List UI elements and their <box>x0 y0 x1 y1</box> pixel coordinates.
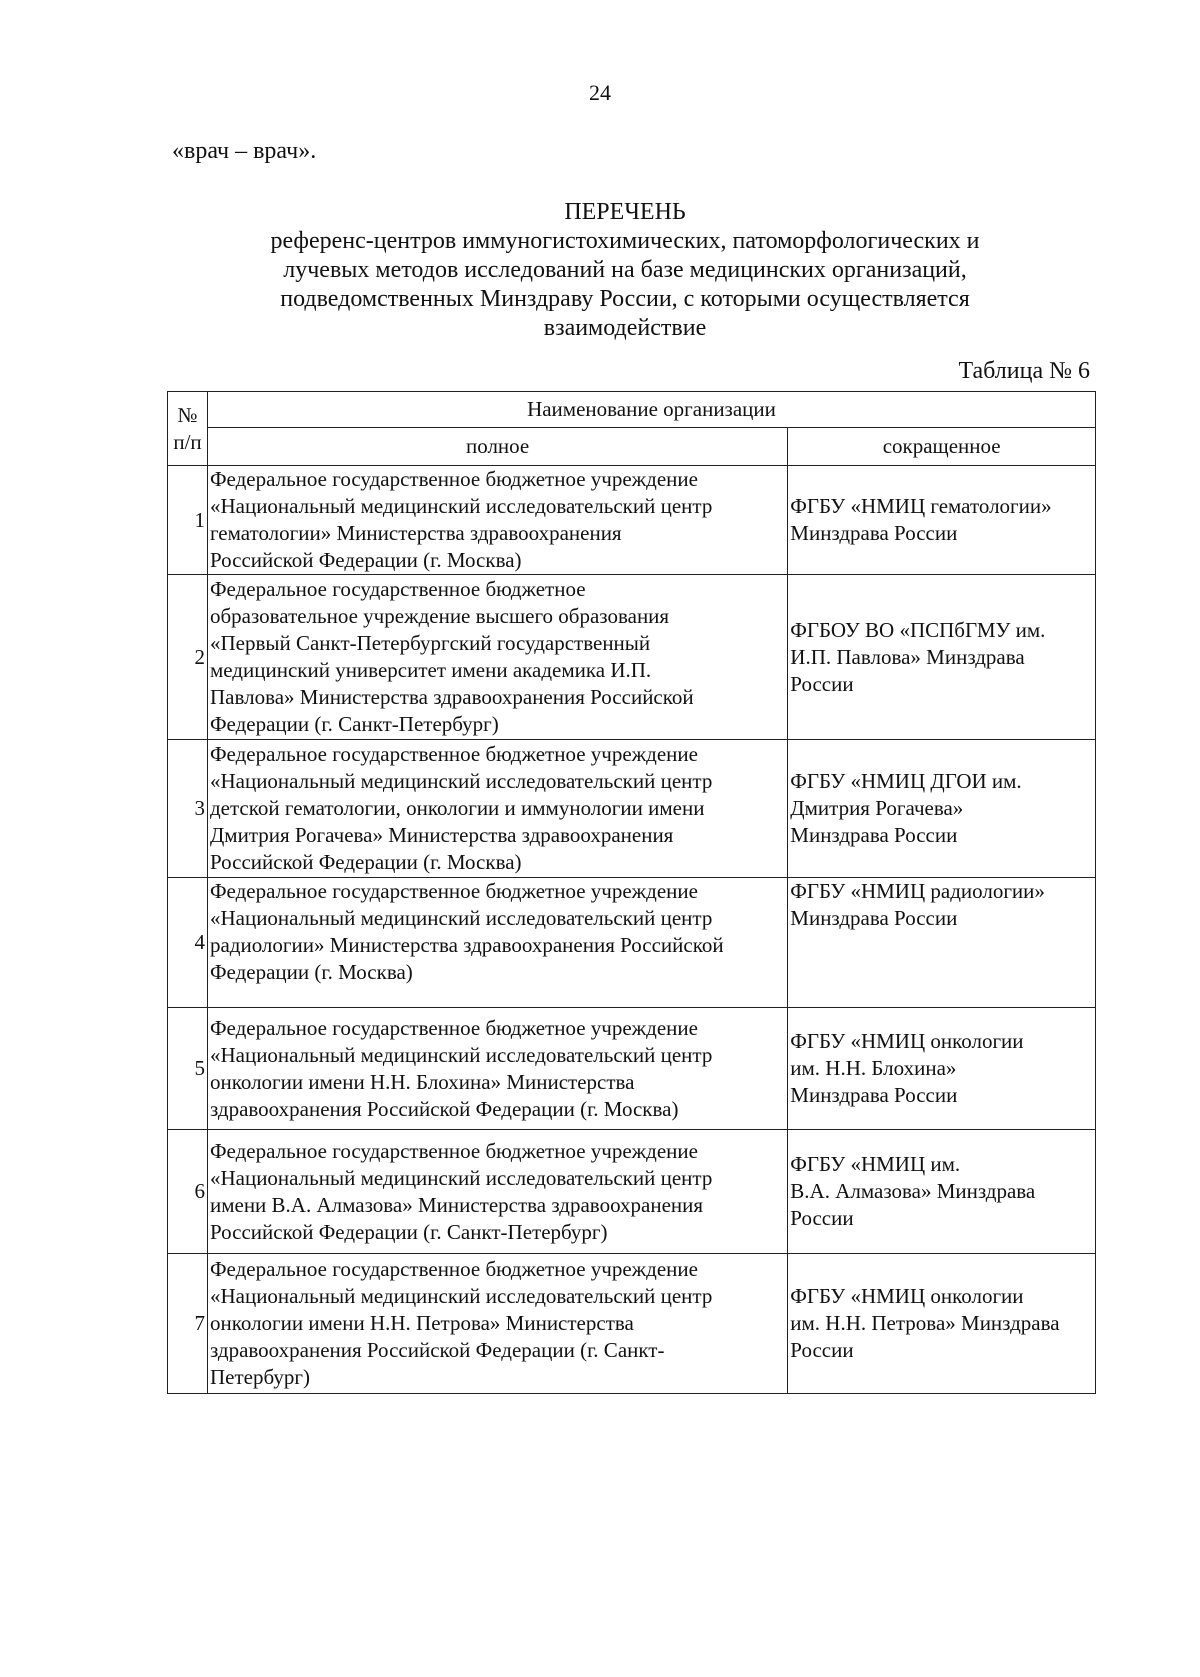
row-short-name: ФГБУ «НМИЦ гематологии» Минздрава России <box>788 466 1096 575</box>
heading-subtitle: референс-центров иммуногистохимических, патоморфологических и лучевых методов исследований на базе медицинских организаций, подведомственных Минздраву России, с которыми осуществляется взаимодействие <box>270 228 980 341</box>
row-short-name: ФГБУ «НМИЦ онкологии им. Н.Н. Блохина» Минздрава России <box>788 1008 1096 1130</box>
header-num: № п/п <box>168 392 208 466</box>
table-row <box>168 1130 1096 1254</box>
row-num: 1 <box>168 466 208 575</box>
heading-title: ПЕРЕЧЕНЬ <box>564 199 686 225</box>
row-num: 7 <box>168 1254 208 1394</box>
row-num: 5 <box>168 1008 208 1130</box>
row-short-name: ФГБУ «НМИЦ радиологии» Минздрава России <box>788 878 1096 1008</box>
row-full-name: Федеральное государственное бюджетное учреждение «Национальный медицинский исследовательский центр онкологии имени Н.Н. Петрова» Министерства здравоохранения Российской Федерации (г. Санкт- Петербург) <box>207 1254 787 1394</box>
header-short: сокращенное <box>788 428 1096 466</box>
table-label: Таблица № 6 <box>958 358 1090 384</box>
row-num: 4 <box>168 878 208 1008</box>
table-row <box>168 1254 1096 1394</box>
table-row <box>168 740 1096 878</box>
row-num: 2 <box>168 575 208 740</box>
table-row <box>168 575 1096 740</box>
table-row <box>168 466 1096 575</box>
table-subheader-row <box>168 428 1096 466</box>
header-full: полное <box>207 428 787 466</box>
row-full-name: Федеральное государственное бюджетное учреждение «Национальный медицинский исследовательский центр имени В.А. Алмазова» Министерства здравоохранения Российской Федерации (г. Санкт-Петербург) <box>207 1130 787 1254</box>
page-number: 24 <box>589 80 611 105</box>
row-full-name: Федеральное государственное бюджетное учреждение «Национальный медицинский исследовательский центр онкологии имени Н.Н. Блохина» Министерства здравоохранения Российской Федерации (г. Москва) <box>207 1008 787 1130</box>
row-num: 6 <box>168 1130 208 1254</box>
continuation-text: «врач – врач». <box>172 138 317 164</box>
document-heading <box>150 198 1100 343</box>
row-full-name: Федеральное государственное бюджетное учреждение «Национальный медицинский исследовательский центр детской гематологии, онкологии и иммунологии имени Дмитрия Рогачева» Министерства здравоохранения Российской Федерации (г. Москва) <box>207 740 787 878</box>
organizations-table <box>167 391 1096 1394</box>
row-full-name: Федеральное государственное бюджетное учреждение «Национальный медицинский исследовательский центр радиологии» Министерства здравоохранения Российской Федерации (г. Москва) <box>207 878 787 1008</box>
row-num: 3 <box>168 740 208 878</box>
header-group: Наименование организации <box>207 392 1095 428</box>
table-row <box>168 878 1096 1008</box>
row-full-name: Федеральное государственное бюджетное учреждение «Национальный медицинский исследовательский центр гематологии» Министерства здравоохранения Российской Федерации (г. Москва) <box>207 466 787 575</box>
row-short-name: ФГБУ «НМИЦ им. В.А. Алмазова» Минздрава России <box>788 1130 1096 1254</box>
row-short-name: ФГБУ «НМИЦ онкологии им. Н.Н. Петрова» Минздрава России <box>788 1254 1096 1394</box>
table-row <box>168 1008 1096 1130</box>
row-short-name: ФГБУ «НМИЦ ДГОИ им. Дмитрия Рогачева» Минздрава России <box>788 740 1096 878</box>
row-short-name: ФГБОУ ВО «ПСПбГМУ им. И.П. Павлова» Минздрава России <box>788 575 1096 740</box>
table-header-row <box>168 392 1096 428</box>
row-full-name: Федеральное государственное бюджетное образовательное учреждение высшего образования «Первый Санкт-Петербургский государственный медицинский университет имени академика И.П. Павлова» Министерства здравоохранения Российской Федерации (г. Санкт-Петербург) <box>207 575 787 740</box>
